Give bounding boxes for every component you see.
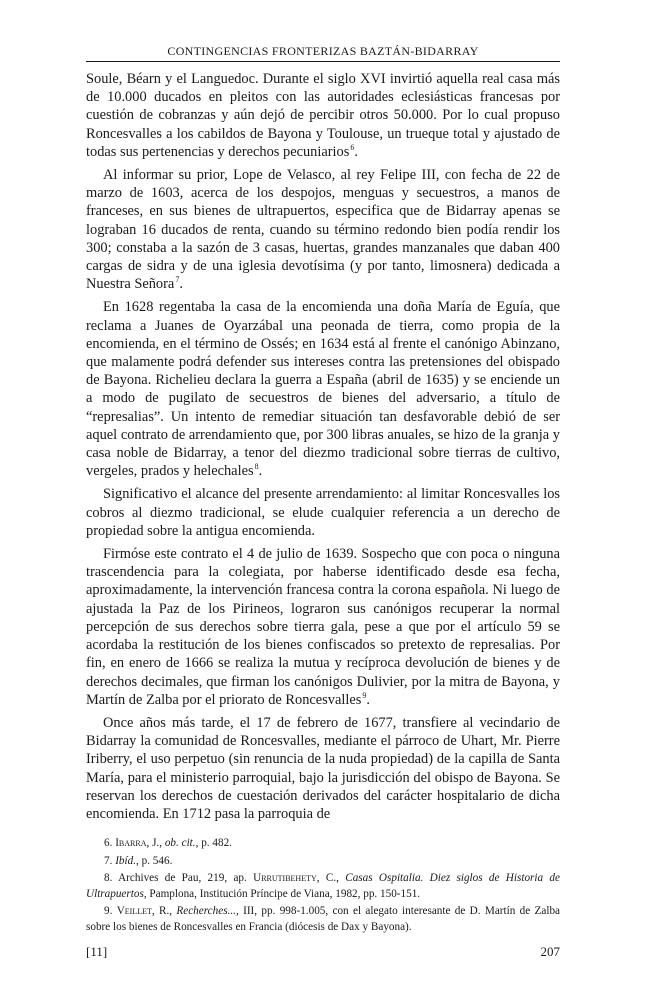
paragraph-text: En 1628 regentaba la casa de la encomienda una doña María de Eguía, que reclama a Juanes de Oyarzábal una peonada de tierra, como propia de la encomienda, en el término de Ossés; en 1634 está al frente el canónigo Abinzano, que malamente podrá defender sus intereses contra las pretensiones del obispado de Bayona. Richelieu declara la guerra a España (abril de 1635) y se enciende un a modo de pugilato de secuestros de bienes del adversario, a título de “represalias”. Un intento de remediar situación tan desfavorable debió de ser aquel contrato de arrendamiento que, por 300 libras anuales, se hizo de la granja y casa noble de Bidarray, a tenor del diezmo tradicional sobre tierras de cultivo, vergeles, prados y helechales (86, 299, 560, 480)
paragraph-3: En 1628 regentaba la casa de la encomienda una doña María de Eguía, que reclama a Juanes de Oyarzábal una peonada de tierra, como propia de la encomienda, en el término de Ossés; en 1634 está al frente el canónigo Abinzano, que malamente podrá defender sus intereses contra las pretensiones del obispado de Bayona. Richelieu declara la guerra a España (abril de 1635) y se enciende un a modo de pugilato de secuestros de bienes del adversario, a título de “represalias”. Un intento de remediar situación tan desfavorable debió de ser aquel contrato de arrendamiento que, por 300 libras anuales, se hizo de la granja y casa noble de Bidarray, a tenor del diezmo tradicional sobre tierras de cultivo, vergeles, prados y helechales$^8$. (86, 299, 560, 480)
footnote-text: , J., (146, 837, 165, 849)
footnote-text: , C., (316, 872, 346, 884)
footnote-ref[interactable]: 8 (254, 462, 259, 472)
section-number: [11] (86, 944, 108, 959)
footnote-title: Recherches... (176, 905, 236, 917)
footnote-6 (86, 836, 560, 852)
body-text (86, 70, 560, 823)
footnote-ref[interactable]: 7 (175, 275, 180, 285)
paragraph-6 (86, 714, 560, 823)
paragraph-4 (86, 485, 560, 540)
footnote-8 (86, 871, 560, 902)
footnote-7 (86, 854, 560, 870)
paragraph-1: Soule, Béarn y el Languedoc. Durante el siglo XVI invirtió aquella real casa más de 10.000 ducados en pleitos con las autoridades eclesiásticas francesas por cuestión de cobranzas y aún dejó de percibir otros 50.000. Por lo cual propuso Roncesvalles a los cabildos de Bayona y Toulouse, un trueque total y ajustado de todas sus pertenencias y derechos pecuniarios$^6$. (86, 71, 560, 160)
footnote-9 (86, 904, 560, 935)
footnote-title: Casas Ospitalia. Diez siglos de Historia de Ultrapuertos (86, 872, 560, 900)
footnote-number: 9. (104, 905, 113, 917)
footnote-text: , III, pp. 998-1.005, con el alegato interesante de D. Martín de Zalba sobre los bienes de Roncesvalles en Francia (diócesis de Dax y Bayona). (86, 905, 561, 933)
footnote-text: , R., (151, 905, 177, 917)
footnote-author: Urrutibehety (253, 872, 317, 884)
footnote-number: 8. (104, 872, 113, 884)
running-header: CONTINGENCIAS FRONTERIZAS BAZTÁN-BIDARRAY (167, 44, 479, 58)
footnote-text: Archives de Pau, 219, ap. (118, 872, 254, 884)
footnote-text: , p. 482. (195, 837, 232, 849)
paragraph-text: Once años más tarde, el 17 de febrero de 1677, transfiere al vecindario de Bidarray la comunidad de Roncesvalles, mediante el párroco de Uhart, Mr. Pierre Iriberry, el uso perpetuo (sin renuncia de la nuda propiedad) de la capilla de Santa María, para el ministerio parroquial, bajo la jurisdicción del obispo de Bayona. Se reservan los derechos de cuestación derivados del carácter hospitalario de dicha encomienda. En 1712 pasa la parroquia de (86, 714, 560, 822)
paragraph-text: Firmóse este contrato el 4 de julio de 1639. Sospecho que con poca o ninguna trascendencia para la colegiata, por haberse identificado desde esa fecha, aproximadamente, la intervención francesa contra la corona española. Ni luego de ajustada la Paz de los Pirineos, lograron sus canónigos recuperar la normal percepción de sus derechos sobre tierra gala, pese a que por el artículo 59 se acordaba la restitución de los bienes confiscados so pretexto de represalias. Por fin, en enero de 1666 se realiza la mutua y recíproca devolución de bienes y de derechos decimales, que firman los canónigos Dulivier, por la mitra de Bayona, y Martín de Zalba por el priorato de Roncesvalles (86, 546, 560, 708)
paragraph-2: Al informar su prior, Lope de Velasco, al rey Felipe III, con fecha de 22 de marzo de 1603, acerca de los despojos, menguas y secuestros, a manos de franceses, en sus bienes de ultrapuertos, especifica que de Bidarray apenas se lograban 16 ducados de renta, cuando su término redondo bien podía rendir los 300; constaba a la sazón de 3 casas, huertas, grandes manzanales que daban 400 cargas de sidra y de una iglesia devotísima (y por tanto, limosnera) dedicada a Nuestra Señora$^7$. (86, 167, 560, 293)
paragraph-text: Soule, Béarn y el Languedoc. Durante el siglo XVI invirtió aquella real casa más de 10.000 ducados en pleitos con las autoridades eclesiásticas francesas por cuestión de cobranzas y aún dejó de percibir otros 50.000. Por lo cual propuso Roncesvalles a los cabildos de Bayona y Toulouse, un trueque total y ajustado de todas sus pertenencias y derechos pecuniarios (86, 71, 560, 160)
paragraph-5: Firmóse este contrato el 4 de julio de 1639. Sospecho que con poca o ninguna trascendencia para la colegiata, por haberse identificado desde esa fecha, aproximadamente, la intervención francesa contra la corona española. Ni luego de ajustada la Paz de los Pirineos, lograron sus canónigos recuperar la normal percepción de sus derechos sobre tierra gala, pese a que por el artículo 59 se acordaba la restitución de los bienes confiscados so pretexto de represalias. Por fin, en enero de 1666 se realiza la mutua y recíproca devolución de bienes y de derechos decimales, que firman los canónigos Dulivier, por la mitra de Bayona, y Martín de Zalba por el priorato de Roncesvalles$^9$. (86, 546, 560, 708)
footnote-title: ob. cit. (164, 837, 196, 849)
footnote-text: , p. 546. (136, 854, 173, 867)
footnote-text: , Pamplona, Institución Príncipe de Viana, 1982, pp. 150-151. (143, 887, 421, 900)
footnote-author: Veillet (116, 905, 152, 917)
footnote-ref[interactable]: 9 (362, 690, 367, 700)
footnotes (86, 836, 560, 937)
page-number: 207 (540, 944, 560, 959)
footnote-author: Ibarra (115, 837, 147, 849)
header-divider (86, 61, 560, 62)
footnote-number: 6. (104, 837, 113, 849)
paragraph-text: Al informar su prior, Lope de Velasco, al rey Felipe III, con fecha de 22 de marzo de 1603, acerca de los despojos, menguas y secuestros, a manos de franceses, en sus bienes de ultrapuertos, especifica que de Bidarray apenas se lograban 16 ducados de renta, cuando su término redondo bien podía rendir los 300; constaba a la sazón de 3 casas, huertas, grandes manzanales que daban 400 cargas de sidra y de una iglesia devotísima (y por tanto, limosnera) dedicada a Nuestra Señora (86, 167, 560, 293)
paragraph-text: Significativo el alcance del presente arrendamiento: al limitar Roncesvalles los cobros al diezmo tradicional, se elude cualquier referencia a un derecho de propiedad sobre la antigua encomienda. (86, 486, 560, 539)
footnote-number: 7. (104, 854, 113, 867)
footnote-title: Ibíd. (115, 854, 137, 867)
footnote-ref[interactable]: 6 (350, 143, 355, 153)
